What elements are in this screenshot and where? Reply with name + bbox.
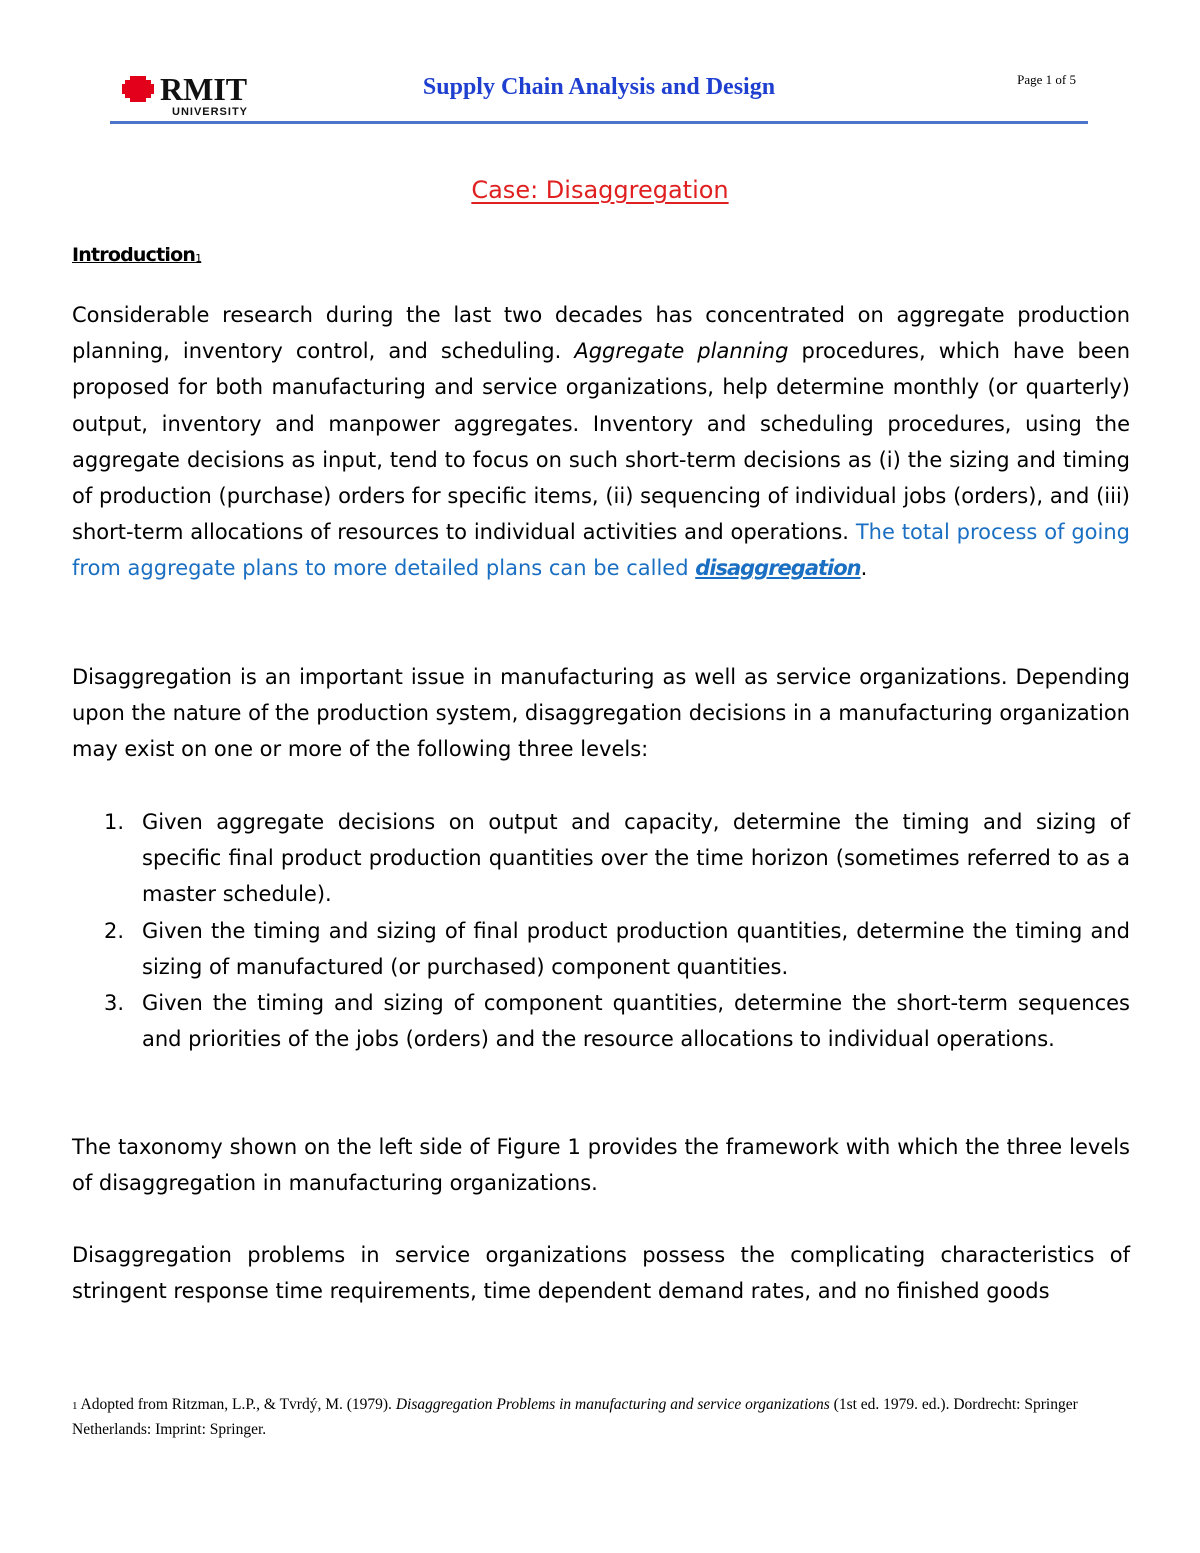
- footnote: [72, 1393, 1130, 1441]
- levels-list: [72, 804, 1130, 1057]
- paragraph-disaggregation-levels: Disaggregation is an important issue in manufacturing as well as service organizations. Depending upon the nature of the production system, disaggregation decisions in a manufacturing organization may exist on one or more of the following three levels:: [72, 665, 1130, 762]
- para1-highlight-text: The total process of going from aggregate plans to more detailed plans can be called: [72, 520, 1130, 581]
- logo-subtext: UNIVERSITY: [172, 106, 249, 118]
- footnote-reference[interactable]: 1: [195, 252, 202, 265]
- paragraph-taxonomy: The taxonomy shown on the left side of Figure 1 provides the framework with which the three levels of disaggregation in manufacturing organizations.: [72, 1135, 1130, 1196]
- list-item: [72, 804, 1130, 913]
- paragraph-service-organizations: Disaggregation problems in service organizations possess the complicating characteristics of stringent response time requirements, time dependent demand rates, and no finished goods: [72, 1243, 1130, 1304]
- header-divider: [110, 121, 1088, 124]
- para1-highlight-term: disaggregation: [695, 556, 861, 581]
- page-number: Page 1 of 5: [1017, 72, 1076, 87]
- logo-wordmark: RMIT: [160, 71, 248, 107]
- list-item-number: 3.: [104, 991, 125, 1016]
- footnote-text-a: Adopted from Ritzman, L.P., & Tvrdý, M. (1979).: [77, 1396, 396, 1413]
- footnote-text-b: (1st ed. 1979. ed.). Dordrecht: Springer Netherlands: Imprint: Springer.: [72, 1396, 1078, 1438]
- para1-end: .: [860, 556, 868, 581]
- introduction-heading: [72, 244, 201, 266]
- course-title: Supply Chain Analysis and Design: [422, 74, 776, 100]
- list-item-number: 1.: [104, 810, 125, 834]
- footnote-book-title: Disaggregation Problems in manufacturing and service organizations: [395, 1396, 830, 1413]
- list-item: [72, 913, 1130, 985]
- page-header: [110, 66, 1088, 124]
- list-item-number: 2.: [104, 918, 125, 943]
- introduction-heading-text: Introduction: [72, 244, 196, 266]
- case-title: Case: Disaggregation: [471, 176, 729, 204]
- list-item: [72, 985, 1130, 1057]
- para1-italic-term: Aggregate planning: [574, 339, 789, 364]
- para1-text-a: Considerable research during the last two decades has concentrated on aggregate production planning, inventory control, and scheduling.: [72, 303, 1130, 364]
- list-item-text: Given the timing and sizing of final product production quantities, determine the timing and sizing of manufactured (or purchased) component quantities.: [142, 918, 1130, 979]
- list-item-text: Given aggregate decisions on output and capacity, determine the timing and sizing of specific final product production quantities over the time horizon (sometimes referred to as a master schedule).: [142, 810, 1130, 907]
- footnote-mark: 1: [72, 1400, 78, 1412]
- paragraph-intro: [72, 297, 1130, 587]
- para1-text-b: procedures, which have been proposed for both manufacturing and service organizations, help determine monthly (or quarterly) output, inventory and manpower aggregates. Inventory and scheduling procedures, using the aggregate decisions as input, tend to focus on such short-term decisions as (i) the sizing and timing of production (purchase) orders for specific items, (ii) sequencing of individual jobs (orders), and (iii) short-term allocations of resources to individual activities and operations.: [72, 339, 1131, 545]
- list-item-text: Given the timing and sizing of component quantities, determine the short-term sequences and priorities of the jobs (orders) and the resource allocations to individual operations.: [142, 991, 1130, 1052]
